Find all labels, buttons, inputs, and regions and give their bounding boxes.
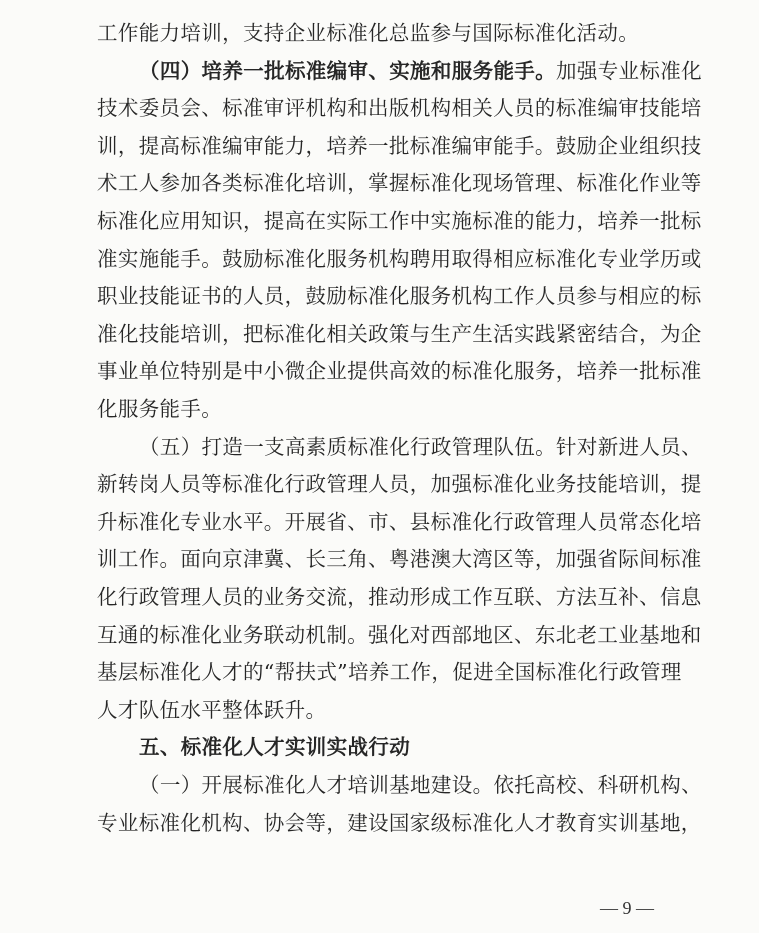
paragraph-5-first-line xyxy=(139,428,739,466)
section-heading xyxy=(139,728,739,766)
text-line: 准实施能手。鼓励标准化服务机构聘用取得相应标准化专业学历或 xyxy=(97,246,702,271)
section-heading-text: 五、标准化人才实训实战行动 xyxy=(139,735,411,760)
text-line: 职业技能证书的人员，鼓励标准化服务机构工作人员参与相应的标 xyxy=(97,284,702,309)
paragraph-1-title: （一）开展标准化人才培训基地建设。 xyxy=(139,773,494,797)
text-line: 准化技能培训，把标准化相关政策与生产生活实践紧密结合，为企 xyxy=(97,321,702,346)
paragraph-4-lead: 加强专业标准化 xyxy=(556,58,702,83)
text-line: 工作能力培训，支持企业标准化总监参与国际标准化活动。 xyxy=(97,21,640,45)
text-line: 升标准化专业水平。开展省、市、县标准化行政管理人员常态化培 xyxy=(97,509,702,534)
text-line: 训，提高标准编审能力，培养一批标准编审能手。鼓励企业组织技 xyxy=(97,133,702,158)
text-line: 新转岗人员等标准化行政管理人员，加强标准化业务技能培训，提 xyxy=(97,472,702,497)
paragraph-5-lead: 针对新进人员、 xyxy=(556,434,702,459)
text-line: 人才队伍水平整体跃升。 xyxy=(97,697,327,722)
page-number: — 9 — xyxy=(600,898,654,918)
paragraph-1-first-line xyxy=(139,766,739,804)
text-line: 基层标准化人才的“帮扶式”培养工作，促进全国标准化行政管理 xyxy=(97,660,682,685)
text-line: 技术委员会、标准审评机构和出版机构相关人员的标准编审技能培 xyxy=(97,96,702,121)
paragraph-1-lead: 依托高校、科研机构、 xyxy=(493,773,702,797)
text-line: 专业标准化机构、协会等，建设国家级标准化人才教育实训基地， xyxy=(97,810,702,835)
paragraph-5-title: （五）打造一支高素质标准化行政管理队伍。 xyxy=(139,434,556,459)
text-line: 训工作。面向京津冀、长三角、粤港澳大湾区等，加强省际间标准 xyxy=(97,547,702,572)
text-line: 标准化应用知识，提高在实际工作中实施标准的能力，培养一批标 xyxy=(97,209,702,233)
text-line: 互通的标准化业务联动机制。强化对西部地区、东北老工业基地和 xyxy=(97,622,702,647)
text-line: 化服务能手。 xyxy=(97,397,223,421)
text-line: 化行政管理人员的业务交流，推动形成工作互联、方法互补、信息 xyxy=(97,585,702,609)
paragraph-4-first-line xyxy=(139,52,739,90)
paragraph-4-title: （四）培养一批标准编审、实施和服务能手。 xyxy=(139,58,556,83)
text-line: 事业单位特别是中小微企业提供高效的标准化服务，培养一批标准 xyxy=(97,359,702,384)
text-line: 术工人参加各类标准化培训，掌握标准化现场管理、标准化作业等 xyxy=(97,171,702,196)
